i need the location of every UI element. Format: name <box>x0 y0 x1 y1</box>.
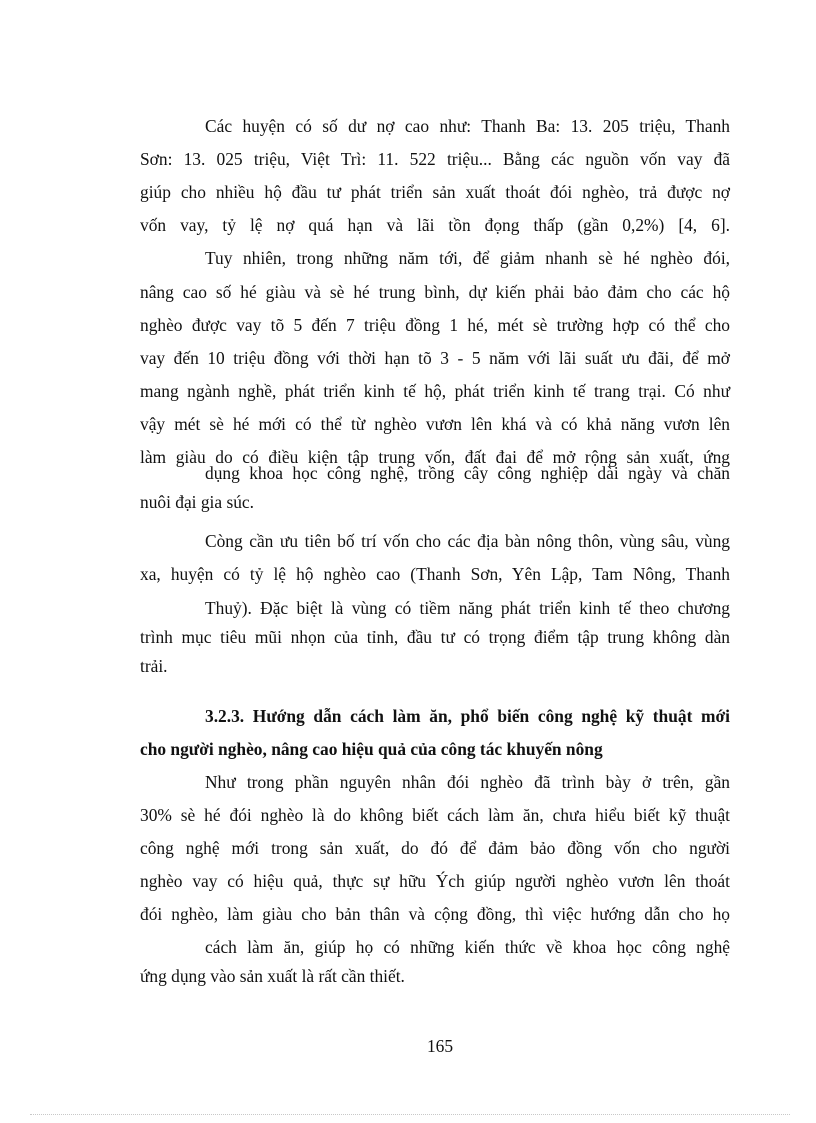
paragraph-2-line-4: vay đến 10 triệu đồng với thời hạn tõ 3 - 5 năm với lãi suất ưu đãi, để mở <box>140 348 730 368</box>
paragraph-1-line-4: vốn vay, tỷ lệ nợ quá hạn và lãi tồn đọng thấp (gần 0,2%) [4, 6]. <box>140 215 730 235</box>
paragraph-3-line-3: Thuỷ). Đặc biệt là vùng có tiềm năng phát triển kinh tế theo chương <box>205 598 730 618</box>
footer-divider <box>30 1114 790 1115</box>
paragraph-1-line-1: Các huyện có số dư nợ cao như: Thanh Ba: 13. 205 triệu, Thanh <box>205 116 730 136</box>
paragraph-3-line-1: Còng cần ưu tiên bố trí vốn cho các địa bàn nông thôn, vùng sâu, vùng <box>205 531 730 551</box>
section-heading-line-1: 3.2.3. Hướng dẫn cách làm ăn, phổ biến công nghệ kỹ thuật mới <box>205 706 730 726</box>
page-number: 165 <box>426 1036 454 1056</box>
paragraph-1-line-3: giúp cho nhiều hộ đầu tư phát triển sản xuất thoát đói nghèo, trả được nợ <box>140 182 730 202</box>
paragraph-1-line-2: Sơn: 13. 025 triệu, Việt Trì: 11. 522 triệu... Bằng các nguồn vốn vay đã <box>140 149 730 169</box>
paragraph-4-line-5: đói nghèo, làm giàu cho bản thân và cộng đồng, thì việc hướng dẫn cho họ <box>140 904 730 924</box>
paragraph-2-line-7: làm giàu do có điều kiện tập trung vốn, đất đai để mở rộng sản xuất, ứng <box>140 447 730 467</box>
paragraph-2-line-8: dụng khoa học công nghệ, trồng cây công nghiệp dài ngày và chăn <box>205 463 730 483</box>
paragraph-4-line-6: cách làm ăn, giúp họ có những kiến thức về khoa học công nghệ <box>205 937 730 957</box>
paragraph-4-line-1: Như trong phần nguyên nhân đói nghèo đã trình bày ở trên, gần <box>205 772 730 792</box>
paragraph-3-line-5: trải. <box>140 656 168 676</box>
paragraph-4-line-3: công nghệ mới trong sản xuất, do đó để đảm bảo đồng vốn cho người <box>140 838 730 858</box>
paragraph-2-line-6: vậy mét sè hé mới có thể từ nghèo vươn lên khá và có khả năng vươn lên <box>140 414 730 434</box>
paragraph-2-line-2: nâng cao số hé giàu và sè hé trung bình, dự kiến phải bảo đảm cho các hộ <box>140 282 730 302</box>
paragraph-3-line-4: trình mục tiêu mũi nhọn của tỉnh, đầu tư có trọng điểm tập trung không dàn <box>140 627 730 647</box>
paragraph-2-line-5: mang ngành nghề, phát triển kinh tế hộ, phát triển kinh tế trang trại. Có như <box>140 381 730 401</box>
paragraph-4-line-7: ứng dụng vào sản xuất là rất cần thiết. <box>140 966 405 986</box>
section-heading-line-2: cho người nghèo, nâng cao hiệu quả của công tác khuyến nông <box>140 739 603 759</box>
paragraph-2-line-1: Tuy nhiên, trong những năm tới, để giảm nhanh sè hé nghèo đói, <box>205 248 730 268</box>
paragraph-2-line-3: nghèo được vay tõ 5 đến 7 triệu đồng 1 hé, mét sè trường hợp có thể cho <box>140 315 730 335</box>
paragraph-3-line-2: xa, huyện có tỷ lệ hộ nghèo cao (Thanh Sơn, Yên Lập, Tam Nông, Thanh <box>140 564 730 584</box>
paragraph-2-line-9: nuôi đại gia súc. <box>140 492 254 512</box>
paragraph-4-line-2: 30% sè hé đói nghèo là do không biết cách làm ăn, chưa hiểu biết kỹ thuật <box>140 805 730 825</box>
paragraph-4-line-4: nghèo vay có hiệu quả, thực sự hữu Ých giúp người nghèo vươn lên thoát <box>140 871 730 891</box>
